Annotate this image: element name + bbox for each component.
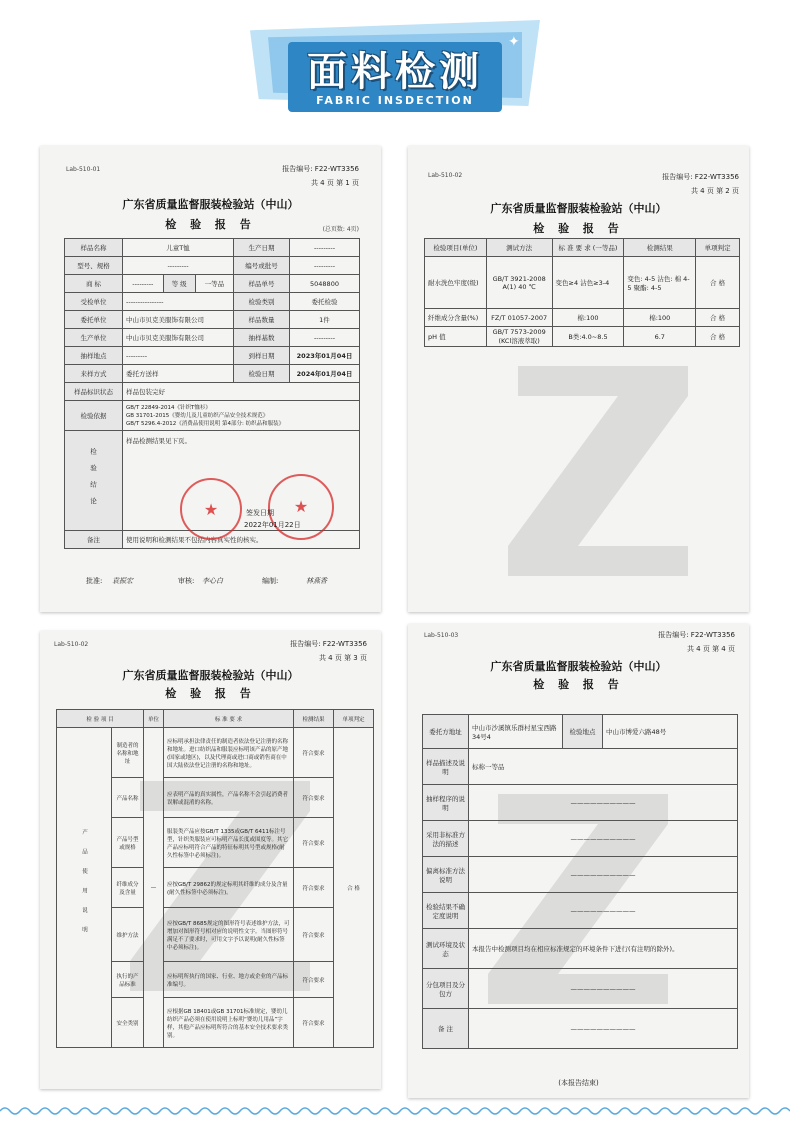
approve-signature: 袁振宏 xyxy=(112,577,133,585)
table-row: 产品使用说明 制造者的名称和地址 — 应标明承担法律责任的制造者依法登记注册的名称和地址。进口纺织品和服装应标明该产品的原产地(国家或地区)，以及代理商或进口商或销售商在中国大陆依法登记注册的名称和地址。 符合要求 合 格 xyxy=(57,728,374,778)
report-title: 检 验 报 告 xyxy=(165,687,256,700)
lab-code: Lab-510-02 xyxy=(428,172,463,179)
sparkle-icon: ✦ xyxy=(508,34,520,50)
report-end-note: (本报告结束) xyxy=(558,1079,599,1087)
table-row: 维护方法 应按GB/T 8685规定的图形符号表述维护方法，可增加对图形符号相对应的说明性文字。当图形符号满足不了要求时，可用文字予以说明(耐久性标签中必须标注)。 符合要求 xyxy=(57,908,374,962)
table-row: 委托方地址 中山市沙溪镇乐群村星宝西路34号4 检验地点 中山市博爱六路48号 xyxy=(423,715,738,749)
report-number: 报告编号: F22-WT3356 xyxy=(658,631,735,639)
banner-title: 面料检测 xyxy=(307,49,483,95)
table-row: pH 值 GB/T 7573-2009 (KCl溶液萃取) B类:4.0~8.5 6.7 合 格 xyxy=(425,327,740,347)
table-row: 安全类别 应根据GB 18401或GB 31701标准规定，婴幼儿纺织产品必须在使用说明上标明“婴幼儿用品”字样，其他产品应标明所符合的基本安全技术要求类别。 符合要求 xyxy=(57,998,374,1048)
organization-name: 广东省质量监督服装检验站（中山） xyxy=(122,198,299,211)
report-page-1 xyxy=(40,146,381,612)
table-row: 采用非标准方法的描述 —————————— xyxy=(423,821,738,857)
page-indicator: 共 4 页 第 2 页 xyxy=(690,187,739,195)
banner xyxy=(250,12,540,120)
basis-line: GB/T 22849-2014《针织T恤衫》 xyxy=(126,404,211,411)
organization-name: 广东省质量监督服装检验站（中山） xyxy=(490,202,667,215)
basis-line: GB/T 5296.4-2012《消费品使用说明 第4部分: 纺织品和服装》 xyxy=(126,420,285,427)
table-row: 纤维成分及含量 应按GB/T 29862的规定标明其纤维的成分及含量(耐久性标签中必须标注)。 符合要求 xyxy=(57,868,374,908)
table-row: 测试环境及状态 本报告中检测项目均在相应标准规定的环境条件下进行(有注明的除外)。 xyxy=(423,929,738,969)
report-number: 报告编号: F22-WT3356 xyxy=(290,640,367,648)
official-seal xyxy=(268,474,334,540)
page-indicator: 共 4 页 第 1 页 xyxy=(310,179,359,187)
compile-signature: 林燕香 xyxy=(306,577,327,585)
review-signature: 李心白 xyxy=(202,577,223,585)
lab-code: Lab-510-01 xyxy=(66,166,101,173)
table-row: 生产单位 中山市贝克美服饰有限公司 抽样基数 --------- xyxy=(65,329,360,347)
form-code: (总页数: 4页) xyxy=(322,226,359,233)
approve-label: 批准: xyxy=(86,577,103,585)
compile-label: 编制: xyxy=(262,577,279,585)
table-row: 来样方式 委托方送样 检验日期 2024年01月04日 xyxy=(65,365,360,383)
star-icon: ★ xyxy=(203,499,219,519)
table-row: 样品描述及说明 标称一等品 xyxy=(423,749,738,785)
table-row: 纤维成分含量(%) FZ/T 01057-2007 棉:100 棉:100 合 格 xyxy=(425,309,740,327)
table-row: 分包项目及分包方 —————————— xyxy=(423,969,738,1009)
table-row: 检验结果不确定度说明 —————————— xyxy=(423,893,738,929)
table-row: 备 注 —————————— xyxy=(423,1009,738,1049)
table-row: 产品名称 应表明产品的真实属性，产品名称不会引起消费者误解或混淆的名称。 符合要求 xyxy=(57,778,374,818)
lab-code: Lab-510-03 xyxy=(424,632,459,639)
lab-code: Lab-510-02 xyxy=(54,641,89,648)
banner-subtitle: FABRIC INSDECTION xyxy=(316,94,474,107)
table-row: 偏离标准方法说明 —————————— xyxy=(423,857,738,893)
report-title: 检 验 报 告 xyxy=(165,218,256,231)
stamp-note: 签发日期 xyxy=(246,509,274,517)
stamp-date: 2022年01月22日 xyxy=(244,521,301,529)
review-label: 审核: xyxy=(178,577,195,585)
report-page-2 xyxy=(408,146,749,612)
table-row: 耐水洗色牢度(级) GB/T 3921-2008 A(1) 40 ℃ 变色≥4 沾色≥3-4 变色: 4-5 沾色: 棉 4-5 聚酯: 4-5 合 格 xyxy=(425,257,740,309)
table-row: 产品号型或规格 服装类产品应按GB/T 1335或GB/T 6411标注号型，针织类服装应可标明产品长度或围度等。其它产品应标明符合产品的特征标明其号型或规格(耐久性标签中必须标注)。 符合要求 xyxy=(57,818,374,868)
table-row: 商 标 --------- 等 级 一等品 样品单号 5048800 xyxy=(65,275,360,293)
star-icon: ★ xyxy=(293,497,309,517)
z-watermark xyxy=(498,346,698,586)
table-row: 型号、规格 --------- 编号或批号 --------- xyxy=(65,257,360,275)
wave-divider xyxy=(0,1105,790,1117)
inspection-stamp xyxy=(180,478,242,540)
table-row: 检验依据 GB/T 22849-2014《针织T恤衫》 GB 31701-2015《婴幼儿及儿童纺织产品安全技术规范》 GB/T 5296.4-2012《消费品使用说明 第4部分: 纺织品和服装》 xyxy=(65,401,360,431)
basis-line: GB 31701-2015《婴幼儿及儿童纺织产品安全技术规范》 xyxy=(126,412,269,419)
table-row: 样品名称 儿童T恤 生产日期 --------- xyxy=(65,239,360,257)
table-header-row: 检验项目(单位) 测试方法 标 准 要 求 (一等品) 检测结果 单项判定 xyxy=(425,239,740,257)
table-row: 执行的产品标准 应标明所执行的国家、行业、地方或企业的产品标准编号。 符合要求 xyxy=(57,962,374,998)
organization-name: 广东省质量监督服装检验站（中山） xyxy=(122,669,299,682)
table-row: 检验结论 样品检测结果见下页。 xyxy=(65,431,360,531)
table-row: 备注 使用说明和检测结果不包括内容真实性的核实。 xyxy=(65,531,360,549)
organization-name: 广东省质量监督服装检验站（中山） xyxy=(490,660,667,673)
page-indicator: 共 4 页 第 3 页 xyxy=(318,654,367,662)
report-title: 检 验 报 告 xyxy=(533,222,624,235)
table-row: 受检单位 ---------------- 检验类别 委托检验 xyxy=(65,293,360,311)
report-number: 报告编号: F22-WT3356 xyxy=(282,165,359,173)
table-header-row: 检 验 项 目 单位 标 准 要 求 检测结果 单项判定 xyxy=(57,710,374,728)
page-indicator: 共 4 页 第 4 页 xyxy=(686,645,735,653)
table-row: 委托单位 中山市贝克美服饰有限公司 样品数量 1件 xyxy=(65,311,360,329)
report-number: 报告编号: F22-WT3356 xyxy=(662,173,739,181)
report-page-4 xyxy=(408,624,749,1098)
test-results-table xyxy=(424,238,740,347)
report-page-3 xyxy=(40,631,381,1089)
table-row: 样品标识状态 样品包装完好 xyxy=(65,383,360,401)
supplementary-info-table xyxy=(422,714,738,1049)
report-title: 检 验 报 告 xyxy=(533,678,624,691)
label-check-table xyxy=(56,709,374,1048)
table-row: 抽样程序的说明 —————————— xyxy=(423,785,738,821)
table-row: 抽样地点 --------- 到样日期 2023年01月04日 xyxy=(65,347,360,365)
